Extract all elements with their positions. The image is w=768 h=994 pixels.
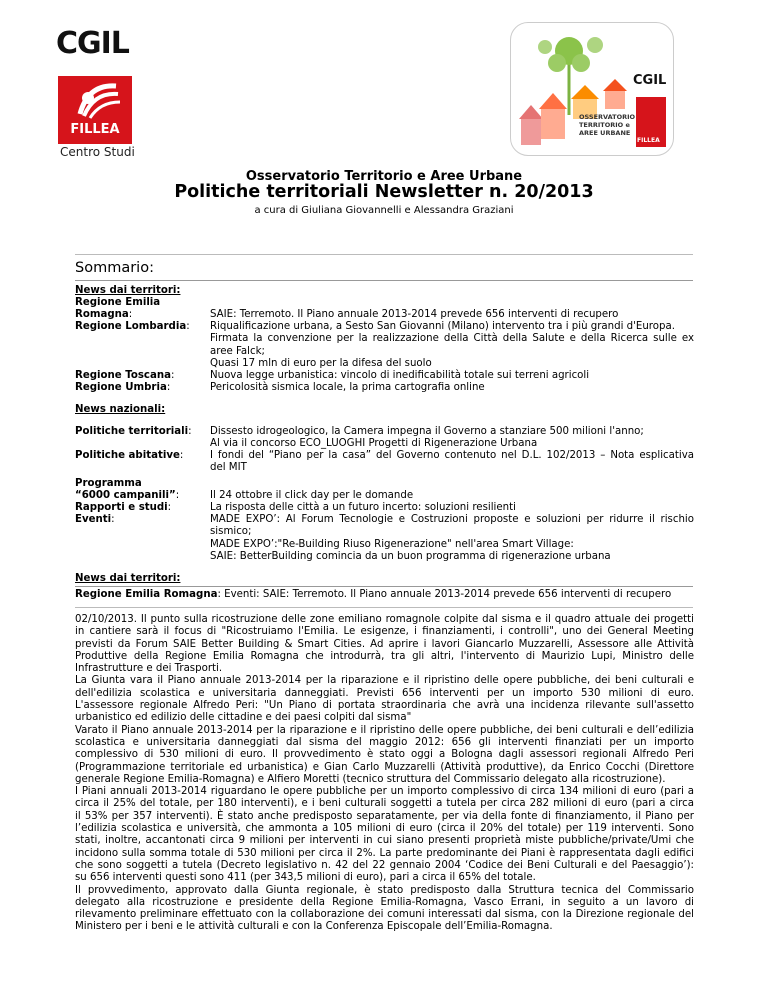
article-section-heading: News dai territori: [75, 573, 181, 584]
toc-item[interactable]: Riqualificazione urbana, a Sesto San Giovanni (Milano) intervento tra i più grandi d'Europa. Firmata la convenzione per la realizzazione della Città della Salute e della Ricerca sulle ex aree Falck; Quasi 17 mln di euro per la difesa del suolo [210, 321, 694, 369]
article-body [75, 614, 694, 934]
article-line: previsti da Forum SAIE Better Building & Smart Cities. Ad aprire i lavori Giancarlo Muzzarelli, Assessore alle Attività [75, 638, 694, 650]
toc-item[interactable]: I fondi del “Piano per la casa” del Governo contenuto nel D.L. 102/2013 – Nota esplicativa del MIT [210, 450, 694, 474]
toc-item[interactable]: Pericolosità sismica locale, la prima cartografia online [210, 382, 485, 393]
toc-item[interactable]: Il 24 ottobre il click day per le domande [210, 490, 414, 501]
toc-item[interactable]: La risposta delle città a un futuro incerto: soluzioni resilienti [210, 502, 516, 513]
article-line: incidono sulla somma totale di 530 milioni per circa il 2%. La parte predominante dei Piani è rappresentata dagli edifici [75, 847, 694, 859]
article-line: il 53% per 357 interventi). È stato anche predisposto separatamente, per via della fonte di finanziamento, il Piano per [75, 810, 694, 822]
nazionali-heading[interactable]: News nazionali: [75, 404, 166, 415]
toc-label-umbria: Regione Umbria: [75, 382, 171, 393]
logo-caption: Centro Studi [60, 145, 135, 159]
divider [75, 254, 693, 255]
article-line: L'assessore regionale Alfredo Peri: "Un Piano di portata straordinaria che avrà una incidenza rilevante sull'assetto [75, 700, 694, 712]
article-line: dell'edilizia scolastica e universitaria danneggiati. Previsti 656 interventi per un importo 530 milioni di euro. [75, 687, 694, 699]
article-line: rilevamento preliminare effettuato con la collaborazione dei comuni interessati dal sisma, con la Direzione regionale del [75, 909, 694, 921]
toc-item[interactable]: Dissesto idrogeologico, la Camera impegna il Governo a stanziare 500 milioni l'anno; [210, 426, 644, 437]
article-line: Varato il Piano annuale 2013-2014 per la riparazione e il ripristino delle opere pubbliche, dei beni culturali e dell’edilizia [75, 724, 694, 736]
sommario-heading: Sommario: [75, 260, 154, 276]
article-line: su 656 interventi questi sono 411 (per 343,5 milioni di euro), pari a circa il 65% del totale. [75, 872, 536, 884]
observatory-logo-text: OSSERVATORIO TERRITORIO e AREE URBANE [579, 113, 636, 137]
article-line: l’edilizia scolastica e università, che ammonta a 105 milioni di euro (circa il 20% del totale) per 119 interventi. Sono [75, 823, 694, 835]
logo-brand: CGIL [56, 26, 129, 61]
cgil-fillea-logo [54, 26, 178, 159]
article-line: complessivo di 530 milioni di euro. Il provvedimento è stato oggi a Bologna dagli assessori regionali Alfredo Peri [75, 749, 694, 761]
newsletter-authors: a cura di Giuliana Giovannelli e Alessandra Graziani [254, 205, 514, 216]
article-line: scolastica e universitaria danneggiati dal sisma del maggio 2012: 656 gli interventi finanziati per un importo [75, 736, 694, 748]
article-line: urbanistico ed edilizio delle cittadine e dei paesi colpiti dal sisma" [75, 712, 412, 724]
article-subtitle: Regione Emilia Romagna: Eventi: SAIE: Terremoto. Il Piano annuale 2013-2014 prevede 656 interventi di recupero [75, 589, 672, 600]
article-line: I Piani annuali 2013-2014 riguardano le opere pubbliche per un importo complessivo di circa 134 milioni di euro (pari a [75, 786, 694, 798]
article-line: Ministero per i beni e le attività culturali e con la Conferenza Episcopale dell’Emilia-Romagna. [75, 921, 553, 933]
article-line: circa il 25% del totale, per 180 interventi), e i beni culturali soggetti a tutela per circa 282 milioni di euro (pari a circa [75, 798, 694, 810]
toc-item[interactable]: MADE EXPO’: Al Forum Tecnologie e Costruzioni proposte e soluzioni per ridurre il rischio sismico; MADE EXPO’:"Re-Building Riuso Rigenerazione" nell'area Smart Village: SAIE: BetterBuilding comincia da un buon programma di rigenerazione urbana [210, 514, 694, 562]
logo-union: FILLEA [70, 122, 120, 137]
fillea-red-box [58, 76, 132, 144]
article-line: che sono soggetti a tutela (Decreto legislativo n. 42 del 22 gennaio 2004 ‘Codice dei Beni Culturali e del Paesaggio’): [75, 859, 694, 871]
toc-label-emilia: Regione Emilia Romagna: [75, 297, 161, 321]
divider [75, 607, 693, 608]
toc-label-politiche-territoriali: Politiche territoriali: [75, 426, 192, 437]
toc-item[interactable]: Al via il concorso ECO_LUOGHI Progetti di Rigenerazione Urbana [210, 438, 538, 449]
toc-label-eventi: Eventi: [75, 514, 115, 525]
observatory-logo [510, 22, 674, 156]
article-line: 02/10/2013. Il punto sulla ricostruzione delle zone emiliano romagnole colpite dal sisma e il quadro attuale dei progetti [75, 614, 694, 625]
toc-label-lombardia: Regione Lombardia: [75, 321, 190, 332]
divider [75, 280, 693, 281]
toc-item[interactable]: SAIE: Terremoto. Il Piano annuale 2013-2014 prevede 656 interventi di recupero [210, 309, 619, 320]
article-line: generale Regione Emilia-Romagna) e Alfiero Moretti (tecnico struttura del Commissario delegato alla ricostruzione). [75, 773, 666, 785]
observatory-logo-union: FILLEA [637, 137, 660, 144]
toc-label-rapporti: Rapporti e studi: [75, 502, 172, 513]
fillea-symbol-icon [58, 78, 132, 122]
newsletter-title: Politiche territoriali Newsletter n. 20/2013 [174, 182, 594, 202]
article-line: Infrastrutture e dei Trasporti. [75, 663, 223, 675]
divider [75, 586, 693, 587]
article-line: stati, inoltre, accantonati circa 9 milioni per interventi in cui siano presenti proprietà miste pubbliche/private/Umi che [75, 835, 694, 847]
toc-label-politiche-abitative: Politiche abitative: [75, 450, 184, 461]
toc-item[interactable]: Nuova legge urbanistica: vincolo di inedificabilità totale sui terreni agricoli [210, 370, 590, 381]
article-line: delegato alla ricostruzione e presidente della Regione Emilia-Romagna, Vasco Errani, in seguito a un lavoro di [75, 896, 694, 908]
observatory-logo-brand: CGIL [633, 73, 667, 88]
toc-label-programma: Programma “6000 campanili”: [75, 478, 180, 502]
article-line: Produttive della Regione Emilia Romagna che introdurrà, tra gli altri, l'intervento di Maurizio Lupi, Ministro delle [75, 650, 694, 662]
article-line: (Programmazione territoriale ed urbanistica) e Gian Carlo Muzzarelli (Attività produttive), da Enrico Cocchi (Direttore [75, 761, 694, 773]
article-line: Il provvedimento, approvato dalla Giunta regionale, è stato predisposto dalla Struttura tecnica del Commissario [75, 884, 694, 896]
toc-label-toscana: Regione Toscana: [75, 370, 175, 381]
article-line: La Giunta vara il Piano annuale 2013-2014 per la riparazione e il ripristino delle opere pubbliche, dei beni culturali e [75, 675, 694, 687]
article-line: in cantiere sarà il focus di "Ricostruiamo l'Emilia. Le esigenze, i finanziamenti, i controlli", uno dei General Meeting [75, 626, 694, 638]
observatory-heading: Osservatorio Territorio e Aree Urbane [245, 169, 523, 184]
territori-heading[interactable]: News dai territori: [75, 285, 181, 296]
